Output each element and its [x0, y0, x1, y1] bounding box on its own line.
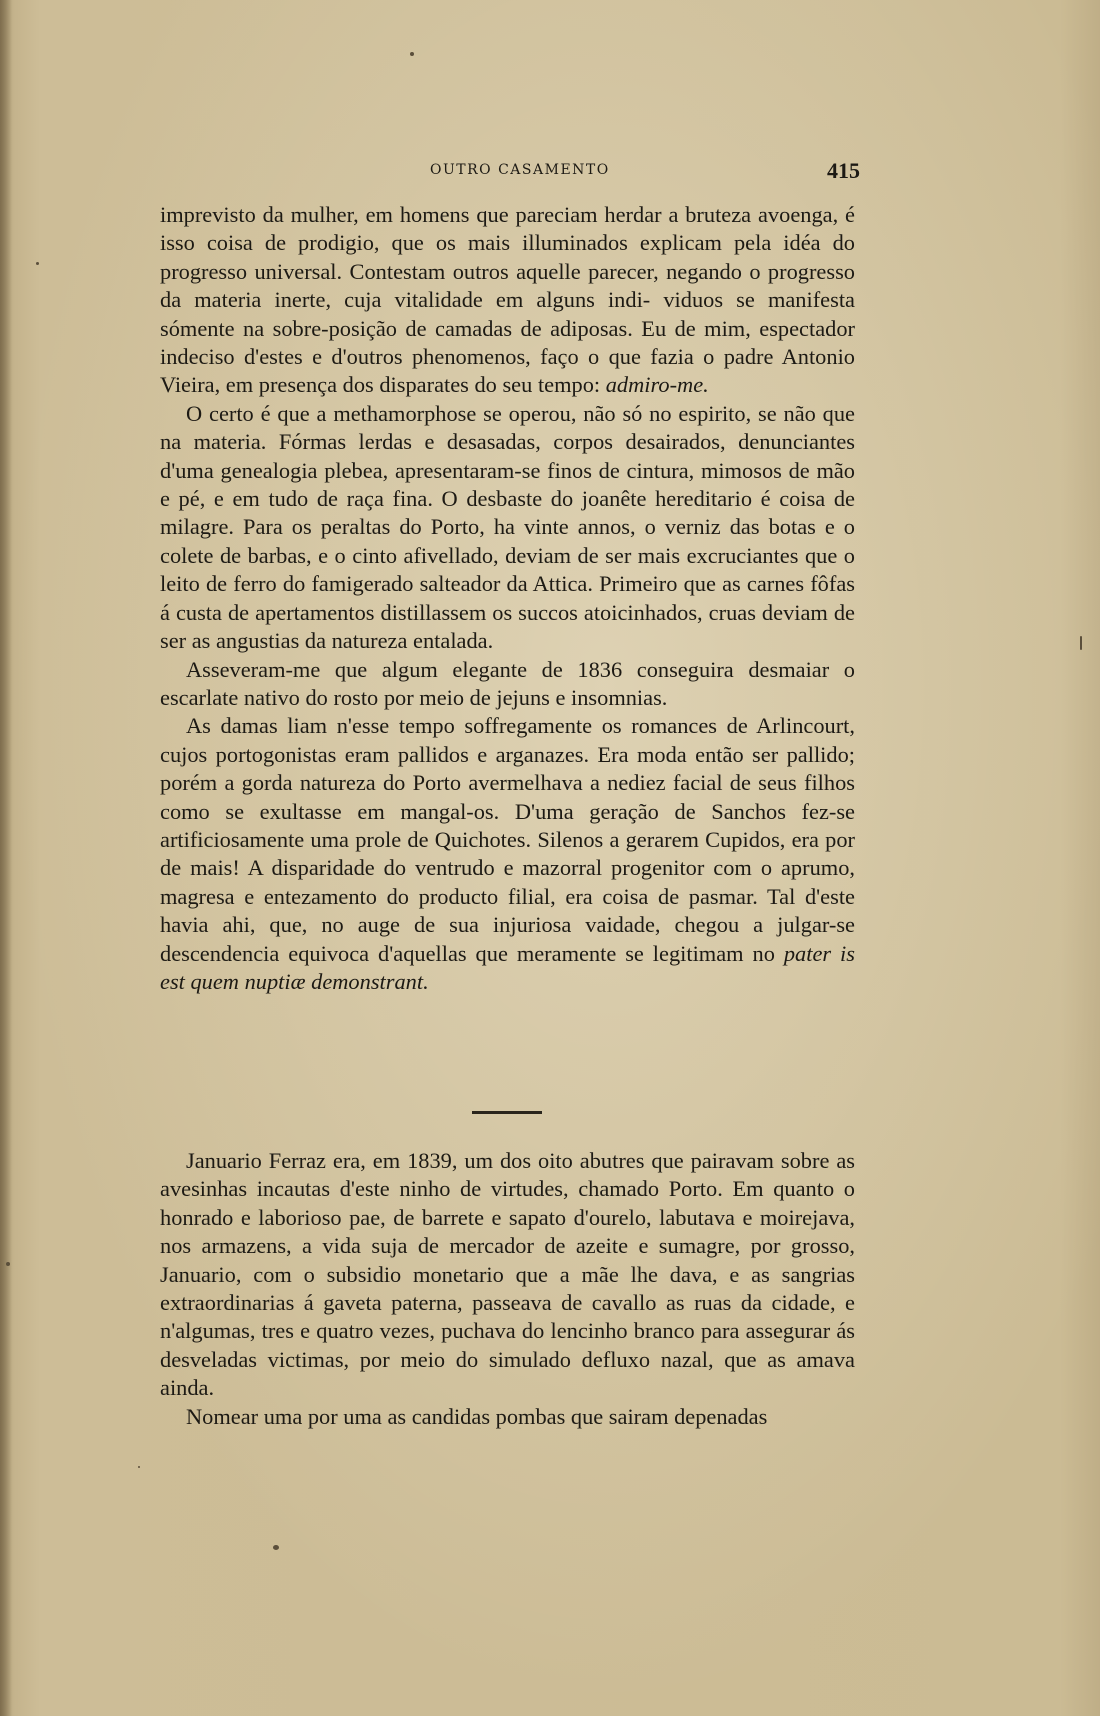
page-number: 415 [827, 158, 860, 183]
text-line: imprevisto da mulher, em homens que pareciam herdar a bruteza [160, 202, 752, 227]
section-divider [472, 1111, 542, 1114]
italic-phrase: admiro-me. [605, 372, 709, 398]
paragraph [160, 201, 855, 400]
paper-speck [273, 1545, 279, 1550]
text-line: tempo: [537, 372, 601, 398]
text-line: avoenga, é isso coisa de prodigio, que os mais illuminados explicam [160, 202, 855, 256]
paper-speck [410, 52, 414, 56]
paper-speck [36, 262, 39, 265]
page-edge-shadow [0, 0, 12, 1716]
running-title: OUTRO CASAMENTO [430, 162, 610, 178]
paragraph: O certo é que a methamorphose se operou, não só no espirito, se não que na materia. Fórmas lerdas e desasadas, corpos desairados, denunciantes d'uma genealogia plebea, apresentaram-se finos de cintura, mimosos de mão e pé, e em tudo de raça fina. O desbaste do joanête hereditario é coisa de milagre. Para os peraltas do Porto, ha vinte annos, o verniz das botas e o colete de barbas, e o cinto afivellado, deviam de ser mais excruciantes que o leito de ferro do famigerado salteador da Attica. Primeiro que as carnes fôfas á custa de apertamentos distillassem os succos atoicinhados, cruas deviam de ser as angustias da natureza entalada. [160, 400, 855, 654]
latin-phrase: pater is est quem nuptiæ demonstrant. [160, 940, 855, 994]
paper-speck [1080, 636, 1082, 650]
text-line: Eu de mim, espectador indeciso d'estes e d'outros phenomenos, faço o [160, 315, 855, 370]
text-line: pela idéa do progresso universal. Contestam outros aquelle parecer, [160, 230, 856, 284]
paragraph: Nomear uma por uma as candidas pombas que sairam depenadas [186, 1403, 768, 1429]
paragraph-text: As damas liam n'esse tempo soffregamente os romances de Arlincourt, cujos portogonistas eram pallidos e arganazes. Era moda então ser pallido; porém a gorda natureza do Porto avermelhava a nediez facial de seus filhos como se exultasse em mangal-os. D'uma geração de Sanchos fez-se artificiosamente uma prole de Quichotes. Silenos a gerarem Cupidos, era por de mais! A disparidade do ventrudo e mazorral progenitor com o aprumo, magresa e entezamento do producto filial, era coisa de pasmar. Tal d'este havia ahi, que, no auge de sua injuriosa vaidade, chegou a julgar-se descendencia equivoca d'aquellas que meramente se legitimam no [160, 713, 855, 966]
text-section-one [160, 201, 855, 996]
text-line: que fazia o padre Antonio Vieira, em presença dos disparates do seu [160, 344, 855, 398]
text-line: viduos se manifesta sómente na sobre-posição de camadas de adiposas. [160, 287, 855, 341]
paragraph: Januario Ferraz era, em 1839, um dos oito abutres que pairavam sobre as avesinhas incautas d'este ninho de virtudes, chamado Porto. Em quanto o honrado e laborioso pae, de barrete e sapato d'ourelo, labutava e moirejava, nos armazens, a vida suja de mercador de azeite e sumagre, por grosso, Januario, com o subsidio monetario que a mãe lhe dava, e as sangrias extraordinarias á gaveta paterna, passeava de cavallo as ruas da cidade, e n'algumas, tres e quatro vezes, puchava do lencinho branco para assegurar ás desveladas victimas, por meio do simulado defluxo nazal, que as amava ainda. [160, 1148, 855, 1401]
text-line: negando o progresso da materia inerte, cuja vitalidade em alguns indi- [160, 258, 855, 313]
paragraph: Asseveram-me que algum elegante de 1836 conseguira desmaiar o escarlate nativo do rosto por meio de jejuns e insomnias. [160, 656, 855, 710]
text-section-two [160, 1147, 855, 1431]
paragraph [160, 712, 855, 996]
paper-speck [138, 1466, 140, 1468]
running-head [160, 160, 860, 186]
paper-speck [6, 1262, 10, 1266]
